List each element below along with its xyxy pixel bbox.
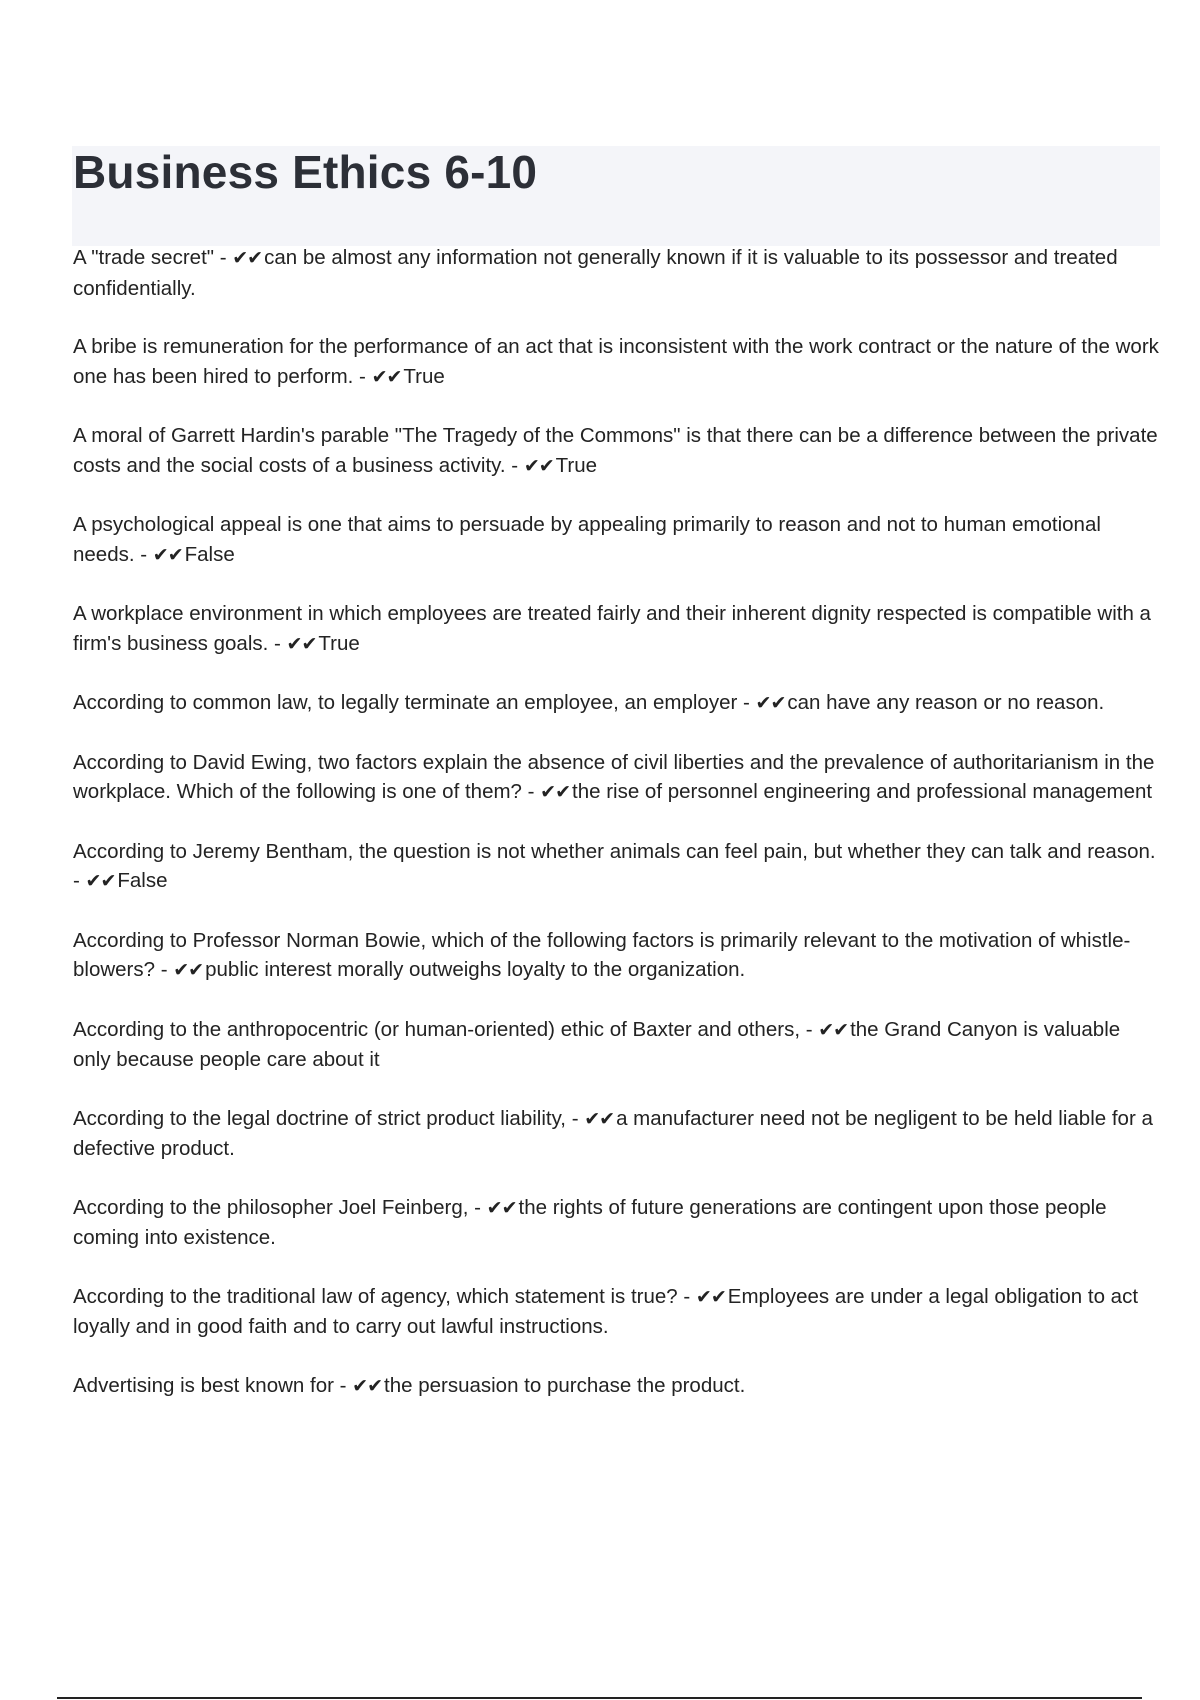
qa-item bbox=[73, 1371, 1163, 1402]
qa-item bbox=[73, 243, 1163, 303]
separator: - bbox=[505, 453, 524, 477]
question-text: Advertising is best known for bbox=[73, 1373, 334, 1397]
qa-item bbox=[73, 837, 1163, 897]
question-text: A "trade secret" bbox=[73, 246, 215, 269]
answer-text: public interest morally outweighs loyalty to the organization. bbox=[205, 958, 746, 981]
qa-item bbox=[73, 1104, 1163, 1164]
question-text: A bribe is remuneration for the performance of an act that is inconsistent with the work contract or the nature of the work one has been hired to perform. bbox=[73, 335, 1159, 388]
question-text: According to the legal doctrine of strict product liability, bbox=[73, 1106, 567, 1130]
separator: - bbox=[737, 691, 756, 714]
checkmark-icon: ✔✔ bbox=[371, 365, 402, 388]
qa-item bbox=[73, 688, 1163, 719]
separator: - bbox=[214, 246, 233, 269]
question-text: According to common law, to legally terminate an employee, an employer bbox=[73, 691, 738, 714]
checkmark-icon: ✔✔ bbox=[486, 1196, 517, 1219]
qa-list bbox=[73, 243, 1163, 1430]
qa-item bbox=[73, 748, 1163, 808]
answer-text: Employees are under a legal obligation to act loyally and in good faith and to carry out lawful instructions. bbox=[73, 1284, 1139, 1338]
checkmark-icon: ✔✔ bbox=[584, 1107, 615, 1130]
checkmark-icon: ✔✔ bbox=[352, 1374, 382, 1397]
separator: - bbox=[134, 542, 153, 566]
question-text: According to the philosopher Joel Feinberg, bbox=[73, 1195, 469, 1219]
separator: - bbox=[521, 780, 541, 803]
separator: - bbox=[333, 1373, 353, 1397]
question-text: According to Professor Norman Bowie, which of the following factors is primarily relevant to the motivation of whistle-blowers? bbox=[73, 928, 1131, 981]
footer-divider bbox=[57, 1697, 1142, 1699]
question-text: A psychological appeal is one that aims to persuade by appealing primarily to reason and not to human emotional needs. bbox=[73, 513, 1101, 566]
separator: - bbox=[677, 1284, 696, 1308]
question-text: A moral of Garrett Hardin's parable "The Tragedy of the Commons" is that there can be a difference between the private costs and the social costs of a business activity. bbox=[73, 424, 1158, 477]
answer-text: the rise of personnel engineering and professional management bbox=[572, 780, 1153, 803]
separator: - bbox=[468, 1195, 487, 1219]
qa-item bbox=[73, 599, 1163, 659]
checkmark-icon: ✔✔ bbox=[523, 454, 554, 477]
qa-item bbox=[73, 332, 1163, 392]
separator: - bbox=[73, 869, 86, 892]
checkmark-icon: ✔✔ bbox=[695, 1285, 726, 1308]
answer-text: False bbox=[117, 869, 168, 892]
question-text: According to David Ewing, two factors explain the absence of civil liberties and the prevalence of authoritarianism in the workplace. Which of the following is one of them? bbox=[73, 750, 1155, 803]
checkmark-icon: ✔✔ bbox=[286, 632, 317, 655]
qa-item bbox=[73, 926, 1163, 986]
qa-item bbox=[73, 1015, 1163, 1075]
separator: - bbox=[566, 1106, 585, 1130]
qa-item bbox=[73, 1282, 1163, 1342]
separator: - bbox=[268, 631, 287, 655]
answer-text: can be almost any information not generally known if it is valuable to its possessor and treated confidentially. bbox=[73, 246, 1118, 300]
question-text: A workplace environment in which employees are treated fairly and their inherent dignity respected is compatible with a firm's business goals. bbox=[73, 602, 1151, 655]
question-text: According to the traditional law of agency, which statement is true? bbox=[73, 1284, 678, 1308]
checkmark-icon: ✔✔ bbox=[85, 870, 116, 892]
answer-text: the persuasion to purchase the product. bbox=[384, 1373, 746, 1397]
checkmark-icon: ✔✔ bbox=[173, 959, 204, 981]
checkmark-icon: ✔✔ bbox=[152, 543, 183, 566]
answer-text: True bbox=[555, 453, 598, 477]
page-title: Business Ethics 6-10 bbox=[73, 146, 538, 198]
qa-item bbox=[73, 421, 1163, 481]
answer-text: True bbox=[318, 631, 360, 655]
separator: - bbox=[353, 364, 372, 388]
separator: - bbox=[155, 958, 174, 981]
checkmark-icon: ✔✔ bbox=[818, 1018, 849, 1041]
answer-text: the rights of future generations are contingent upon those people coming into existence. bbox=[73, 1195, 1107, 1249]
answer-text: False bbox=[184, 542, 235, 566]
checkmark-icon: ✔✔ bbox=[755, 692, 786, 714]
answer-text: True bbox=[403, 364, 445, 388]
answer-text: a manufacturer need not be negligent to be held liable for a defective product. bbox=[73, 1106, 1153, 1160]
checkmark-icon: ✔✔ bbox=[232, 247, 263, 269]
answer-text: the Grand Canyon is valuable only because people care about it bbox=[73, 1017, 1121, 1071]
qa-item bbox=[73, 510, 1163, 570]
checkmark-icon: ✔✔ bbox=[540, 781, 571, 803]
qa-item bbox=[73, 1193, 1163, 1253]
separator: - bbox=[800, 1017, 819, 1041]
question-text: According to the anthropocentric (or human-oriented) ethic of Baxter and others, bbox=[73, 1017, 801, 1041]
question-text: According to Jeremy Bentham, the question is not whether animals can feel pain, but whether they can talk and reason. bbox=[73, 839, 1156, 863]
answer-text: can have any reason or no reason. bbox=[787, 691, 1105, 714]
